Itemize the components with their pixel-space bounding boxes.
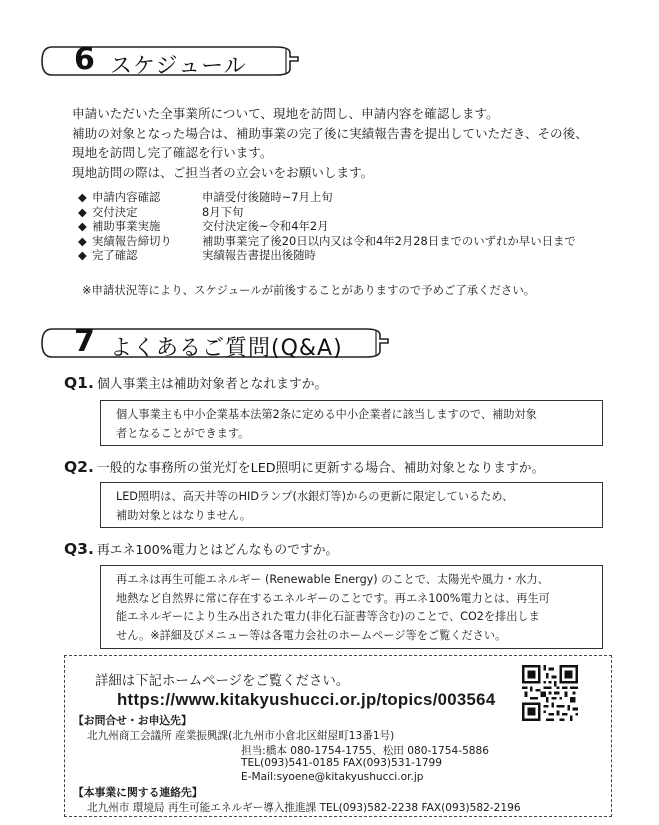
schedule-list [78, 190, 576, 263]
contact-lead: 詳細は下記ホームページをご覧ください。 [95, 674, 350, 689]
question-number: Q3. [64, 540, 94, 558]
schedule-label: 交付決定 [92, 204, 138, 219]
contact-box [64, 655, 612, 817]
schedule-value: 8月下旬 [202, 204, 244, 219]
question-text: 再エネ100%電力とはどんなものですか。 [97, 543, 339, 558]
tel-fax: TEL(093)541-0185 FAX(093)531-1799 [241, 757, 443, 769]
diamond-bullet-icon: ◆ [78, 190, 87, 204]
answer-line: LED照明は、高天井等のHIDランプ(水銀灯等)からの更新に限定しているため、 [116, 490, 514, 503]
schedule-item [78, 219, 576, 234]
question-text: 一般的な事務所の蛍光灯をLED照明に更新する場合、補助対象となりますか。 [97, 461, 545, 476]
faq-question [64, 457, 544, 476]
schedule-label: 申請内容確認 [92, 190, 161, 204]
section-number: 7 [74, 324, 95, 359]
faq-answer-box [100, 565, 603, 649]
section-6-banner [40, 42, 300, 79]
faq-question [64, 373, 327, 392]
paragraph-line: 申請いただいた全事業所について、現地を訪問し、申請内容を確認します。 [72, 106, 499, 121]
faq-answer-box [100, 482, 603, 528]
email-address[interactable]: E-Mail:syoene@kitakyushucci.or.jp [241, 771, 424, 783]
liaison-heading: 【本事業に関する連絡先】 [73, 786, 203, 799]
faq-question [64, 539, 338, 558]
schedule-label: 補助事業実施 [92, 219, 161, 233]
question-number: Q2. [64, 458, 94, 476]
section-title: スケジュール [110, 54, 247, 79]
schedule-item [78, 248, 576, 263]
homepage-link[interactable]: https://www.kitakyushucci.or.jp/topics/003564 [117, 690, 496, 709]
answer-line: 能エネルギーにより生み出された電力(非化石証書等含む)のことで、CO2を排出しま [116, 610, 540, 623]
schedule-item [78, 190, 576, 205]
schedule-value: 申請受付後随時~7月上旬 [202, 190, 333, 204]
faq-answer-box [100, 400, 603, 446]
qr-code-icon [522, 665, 578, 721]
schedule-value: 実績報告書提出後随時 [202, 248, 316, 262]
schedule-item [78, 234, 576, 249]
schedule-value: 補助事業完了後20日以内又は令和4年2月28日までのいずれか早い日まで [202, 233, 576, 248]
answer-line: 個人事業主も中小企業基本法第2条に定める中小企業者に該当しますので、補助対象 [116, 408, 537, 421]
staff-phones: 担当:橋本 080-1754-1755、松田 080-1754-5886 [241, 745, 490, 757]
schedule-value: 交付決定後~令和4年2月 [202, 219, 329, 233]
answer-line: 者となることができます。 [116, 426, 250, 440]
diamond-bullet-icon: ◆ [78, 233, 87, 248]
inquiry-heading: 【お問合せ・お申込先】 [73, 714, 192, 727]
diamond-bullet-icon: ◆ [78, 248, 87, 262]
answer-line: せん。※詳細及びメニュー等は各電力会社のホームページ等をご覧ください。 [116, 628, 507, 642]
answer-line: 補助対象とはなりません。 [116, 508, 251, 522]
paragraph-line: 現地を訪問し完了確認を行います。 [72, 145, 273, 160]
schedule-note: ※申請状況等により、スケジュールが前後することがありますので予めご了承ください。 [82, 283, 536, 297]
paragraph-line: 補助の対象となった場合は、補助事業の完了後に実績報告書を提出していただき、その後、 [72, 125, 588, 141]
section-7-banner [40, 324, 390, 361]
diamond-bullet-icon: ◆ [78, 204, 87, 219]
section-number: 6 [74, 42, 95, 77]
section-title: よくあるご質問(Q&A) [110, 336, 343, 361]
schedule-item [78, 205, 576, 220]
schedule-label: 実績報告締切り [92, 233, 172, 248]
paragraph-line: 現地訪問の際は、ご担当者の立会いをお願いします。 [72, 164, 374, 180]
schedule-label: 完了確認 [92, 248, 138, 262]
schedule-intro [72, 104, 632, 182]
answer-line: 再エネは再生可能エネルギー (Renewable Energy) のことで、太陽光や風力・水力、 [116, 573, 549, 586]
answer-line: 地熱など自然界に常に存在するエネルギーのことです。再エネ100%電力とは、再生可 [116, 591, 550, 605]
liaison-contact: 北九州市 環境局 再生可能エネルギー導入推進課 TEL(093)582-2238 FAX(093)582-2196 [87, 802, 521, 814]
question-number: Q1. [64, 374, 94, 392]
question-text: 個人事業主は補助対象者となれますか。 [97, 377, 328, 392]
org-address: 北九州商工会議所 産業振興課(北九州市小倉北区紺屋町13番1号) [87, 730, 395, 742]
diamond-bullet-icon: ◆ [78, 219, 87, 233]
